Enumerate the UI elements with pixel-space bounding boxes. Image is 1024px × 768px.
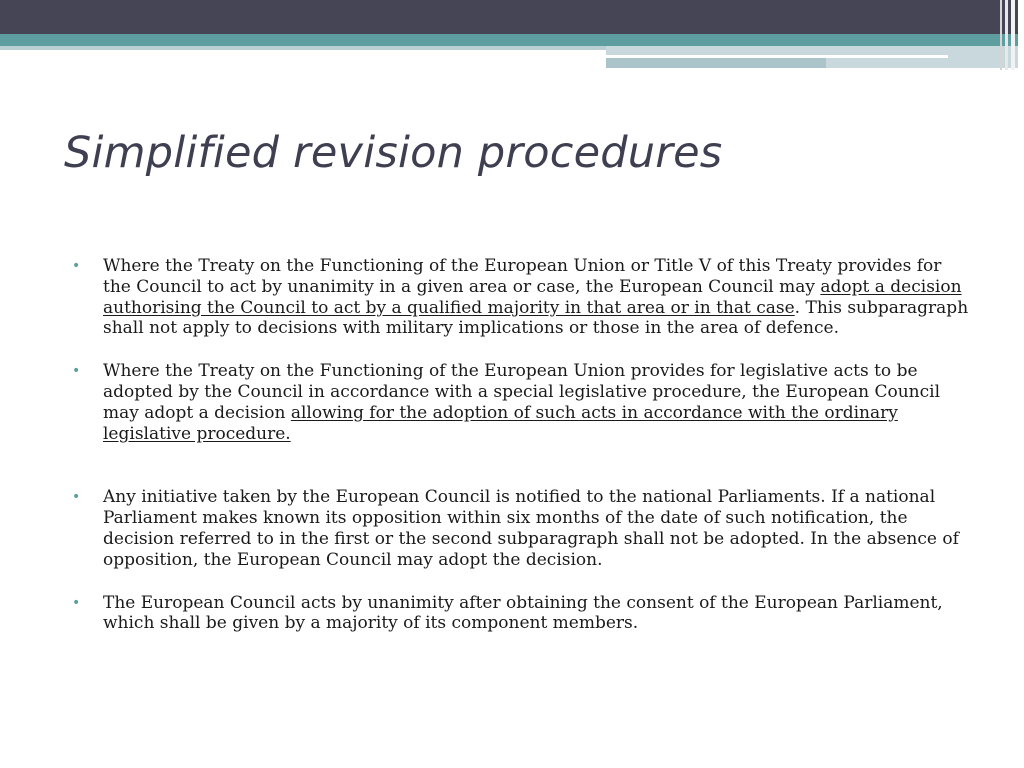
bullet-text-part: The European Council acts by unanimity after obtaining the consent of the European Parliament, which shall be given by a majority of its component members. — [103, 592, 943, 634]
bullet-list — [70, 256, 970, 634]
stripe — [1005, 0, 1008, 70]
bullet-icon: • — [72, 363, 81, 380]
header-band-dark — [0, 0, 1024, 34]
bullet-icon: • — [72, 258, 81, 274]
stripe — [1018, 0, 1024, 70]
header-band-light — [0, 46, 608, 50]
bullet-text — [103, 593, 943, 634]
header-right-stripes — [994, 0, 1024, 70]
stripe — [1011, 0, 1015, 70]
bullet-icon: • — [72, 594, 81, 611]
bullet-text-part: Where the Treaty on the Functioning of the European Union or Title V of this Treaty provides for the Council to act by unanimity in a given area or case, the European Council may — [103, 256, 942, 297]
bullet-text — [103, 256, 968, 338]
bullet-text — [103, 361, 940, 443]
slide-title: Simplified revision procedures — [64, 128, 723, 178]
bullet-text-part: Any initiative taken by the European Council is notified to the national Parliaments. If a national Parliament makes known its opposition within six months of the date of such notification, the decision referred to in the first or the second subparagraph shall not be adopted. In the absence of opposition, the European Council may adopt the decision. — [103, 487, 959, 570]
bullet-text-underlined: allowing for the adoption of such acts in accordance with the ordinary legislative procedure. — [103, 402, 898, 444]
bullet-item — [70, 487, 970, 570]
header-band-teal — [0, 34, 1024, 46]
bullet-item — [70, 361, 970, 444]
stripe — [1000, 0, 1002, 70]
bullet-item — [70, 593, 970, 635]
bullet-icon: • — [72, 489, 81, 506]
bullet-text — [103, 487, 959, 569]
bullet-text-underlined: adopt a decision authorising the Council to act by a qualified majority in that area or in that case — [103, 276, 962, 318]
header-accent-box-inner — [606, 58, 826, 68]
bullet-text-part: Where the Treaty on the Functioning of the European Union provides for legislative acts to be adopted by the Council in accordance with a special legislative procedure, the European Council may adopt a decision — [103, 361, 941, 423]
bullet-text-part: . This subparagraph shall not apply to decisions with military implications or those in the area of defence. — [103, 297, 969, 339]
bullet-item — [70, 256, 970, 339]
